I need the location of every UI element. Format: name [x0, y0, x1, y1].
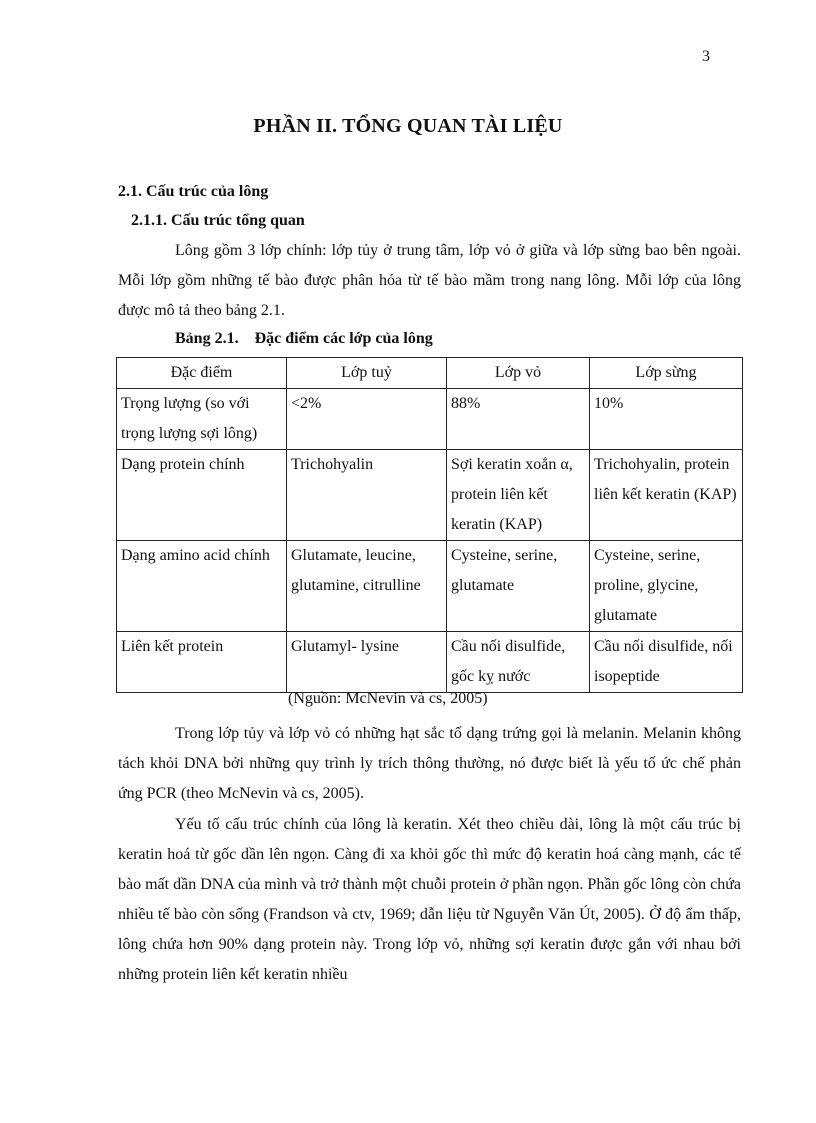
paragraph-melanin: Trong lớp tủy và lớp vỏ có những hạt sắc tố dạng trứng gọi là melanin. Melanin không tách khỏi DNA bởi những quy trình ly trích thông thường, nó được biết là yếu tố ức chế phản ứng PCR (theo McNevin và cs, 2005). [118, 725, 741, 802]
table-cell: Trichohyalin, protein liên kết keratin (KAP) [590, 450, 743, 541]
table-cell: Cysteine, serine, glutamate [447, 541, 590, 632]
section-heading: 2.1. Cấu trúc của lông [118, 183, 269, 200]
hair-layers-table [116, 357, 743, 693]
table-row [117, 632, 743, 693]
table-cell: Glutamyl- lysine [287, 632, 447, 693]
table-row [117, 389, 743, 450]
table-header-cell: Đặc điểm [117, 358, 287, 389]
table-cell: 88% [447, 389, 590, 450]
paragraph-keratin: Yếu tố cấu trúc chính của lông là keratin. Xét theo chiều dài, lông là một cấu trúc bị keratin hoá từ gốc dần lên ngọn. Càng đi xa khỏi gốc thì mức độ keratin hoá càng mạnh, các tế bào mất dần DNA của mình và trở thành một chuỗi protein ở phần ngọn. Phần gốc lông còn chứa nhiều tế bào còn sống (Frandson và ctv, 1969; dẫn liệu từ Nguyễn Văn Út, 2005). Ở độ ẩm thấp, lông chứa hơn 90% dạng protein này. Trong lớp vỏ, những sợi keratin được gắn với nhau bởi những protein liên kết keratin nhiều [118, 816, 741, 983]
table-row [117, 450, 743, 541]
table-header-cell: Lớp sừng [590, 358, 743, 389]
table-caption [175, 330, 445, 348]
table-cell: Trọng lượng (so với trọng lượng sợi lông) [117, 389, 287, 450]
table-cell: Dạng amino acid chính [117, 541, 287, 632]
table-cell: 10% [590, 389, 743, 450]
table-source: (Nguồn: McNevin và cs, 2005) [288, 690, 488, 707]
table-header-cell: Lớp vỏ [447, 358, 590, 389]
paragraph-intro: Lông gồm 3 lớp chính: lớp tủy ở trung tâm, lớp vỏ ở giữa và lớp sừng bao bên ngoài. Mỗi lớp gồm những tế bào được phân hóa từ tế bào mầm trong nang lông. Mỗi lớp của lông được mô tả theo bảng 2.1. [118, 242, 741, 319]
table-header-row [117, 358, 743, 389]
table-cell: Trichohyalin [287, 450, 447, 541]
table-cell: Cysteine, serine, proline, glycine, glutamate [590, 541, 743, 632]
page-title: PHẦN II. TỔNG QUAN TÀI LIỆU [253, 115, 563, 137]
table-row [117, 541, 743, 632]
table-cell: Cầu nối disulfide, nối isopeptide [590, 632, 743, 693]
table-cell: Glutamate, leucine, glutamine, citrulline [287, 541, 447, 632]
subsection-heading: 2.1.1. Cấu trúc tổng quan [131, 212, 305, 229]
page-number: 3 [702, 48, 710, 65]
table-cell: Cầu nối disulfide, gốc kỵ nước [447, 632, 590, 693]
table-caption-label: Bảng 2.1. [175, 330, 239, 347]
table-cell: <2% [287, 389, 447, 450]
table-cell: Liên kết protein [117, 632, 287, 693]
table-header-cell: Lớp tuỷ [287, 358, 447, 389]
table-cell: Dạng protein chính [117, 450, 287, 541]
table-caption-text: Đặc điểm các lớp của lông [254, 330, 433, 347]
table-cell: Sợi keratin xoắn α, protein liên kết keratin (KAP) [447, 450, 590, 541]
